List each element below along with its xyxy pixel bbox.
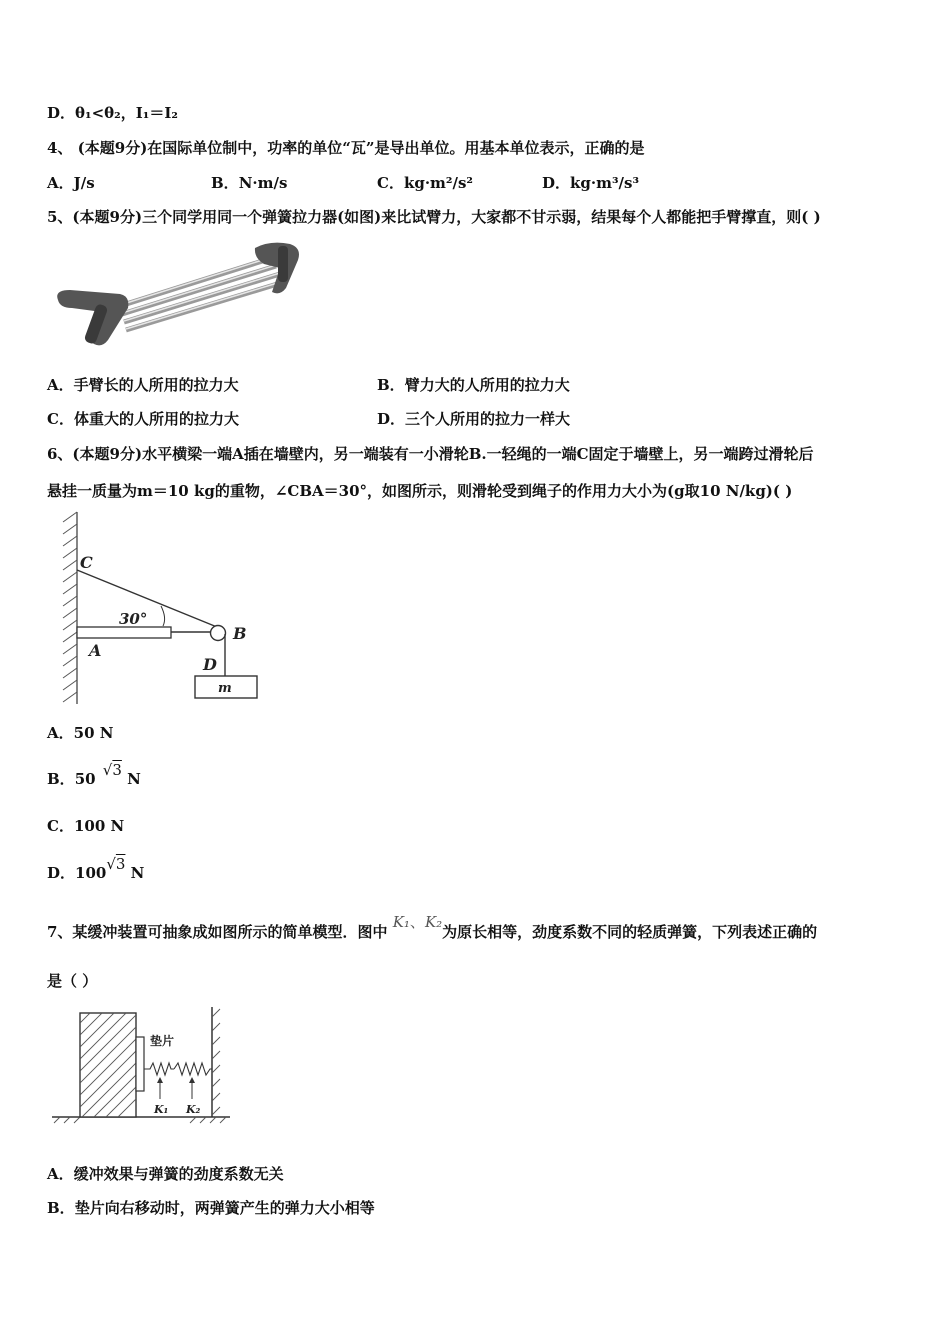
- q4-option-c: C．kg·m²/s²: [377, 174, 473, 192]
- label-k1: K₁: [154, 1103, 169, 1116]
- spring-expander-figure: [50, 238, 305, 353]
- label-k2: K₂: [186, 1103, 201, 1116]
- q6-stem-line2: 悬挂一质量为m＝10 kg的重物，∠CBA＝30°，如图所示，则滑轮受到绳子的作用力大小为(g取10 N/kg)( ): [47, 482, 793, 500]
- q7-option-b: B．垫片向右移动时，两弹簧产生的弹力大小相等: [47, 1199, 375, 1217]
- q5-option-b: B．臂力大的人所用的拉力大: [377, 376, 570, 394]
- label-a: A: [89, 641, 102, 660]
- pulley-beam-figure: [55, 508, 270, 708]
- q5-option-c: C．体重大的人所用的拉力大: [47, 410, 239, 428]
- label-d: D: [203, 655, 217, 674]
- q4-option-b: B．N·m/s: [211, 174, 288, 192]
- label-angle: 30°: [119, 610, 148, 628]
- q7-stem-line2: 是（ ）: [47, 972, 98, 990]
- label-pad: 垫片: [150, 1034, 175, 1048]
- q5-stem: 5、(本题9分)三个同学用同一个弹簧拉力器(如图)来比试臂力，大家都不甘示弱，结果每个人都能把手臂撑直，则( ): [47, 208, 821, 226]
- buffer-device-figure: [50, 1003, 235, 1128]
- q6-option-c: C．100 N: [47, 817, 125, 835]
- label-c: C: [80, 553, 93, 572]
- q7-stem-line1: 7、某缓冲装置可抽象成如图所示的简单模型．图中 K₁、K₂为原长相等，劲度系数不同的轻质弹簧，下列表述正确的: [47, 913, 818, 941]
- q6-option-a: A．50 N: [47, 724, 114, 742]
- label-b: B: [233, 624, 247, 643]
- q4-stem: 4、 (本题9分)在国际单位制中，功率的单位“瓦”是导出单位。用基本单位表示，正确的是: [47, 139, 645, 157]
- q6-option-d: D．100√3 N: [47, 855, 145, 882]
- label-mass: m: [218, 681, 232, 696]
- q5-option-a: A．手臂长的人所用的拉力大: [47, 376, 239, 394]
- q6-stem-line1: 6、(本题9分)水平横梁一端A插在墙壁内，另一端装有一小滑轮B.一轻绳的一端C固定于墙壁上，另一端跨过滑轮后: [47, 445, 814, 463]
- q4-option-d: D．kg·m³/s³: [542, 174, 640, 192]
- q5-option-d: D．三个人所用的拉力一样大: [377, 410, 571, 428]
- q4-option-a: A．J/s: [47, 174, 95, 192]
- q7-option-a: A．缓冲效果与弹簧的劲度系数无关: [47, 1165, 284, 1183]
- q3-option-d: D．θ₁<θ₂，I₁＝I₂: [47, 104, 178, 122]
- q6-option-b: B．50 √3 N: [47, 761, 141, 788]
